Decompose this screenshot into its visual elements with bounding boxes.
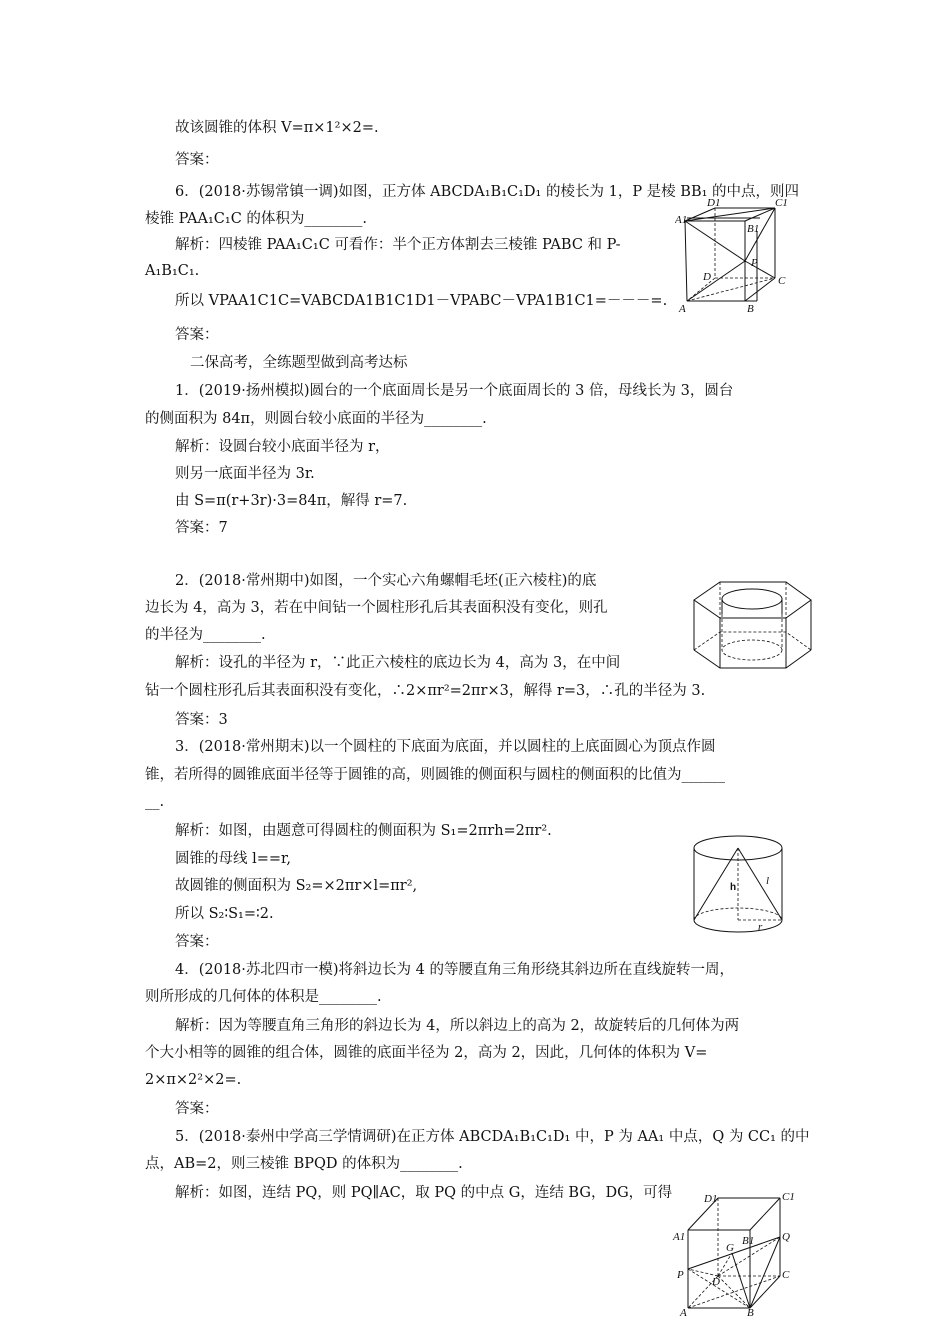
- text-line: A₁B₁C₁.: [145, 263, 200, 279]
- text-line: 解析：如图，由题意可得圆柱的侧面积为 S₁=2πrh=2πr².: [175, 823, 552, 839]
- vertex-label: B: [747, 303, 754, 315]
- text-line: 答案：3: [175, 712, 228, 728]
- slant-label: l: [766, 875, 770, 887]
- vertex-label: Q: [782, 1231, 790, 1243]
- text-line: 则所形成的几何体的体积是________.: [145, 989, 382, 1005]
- text-line: 钻一个圆柱形孔后其表面积没有变化，∴2×πr²=2πr×3，解得 r=3，∴孔的半径为 3.: [145, 683, 706, 699]
- vertex-label: A: [680, 1307, 687, 1316]
- text-line: 答案：: [175, 327, 219, 343]
- vertex-label: D1: [707, 197, 721, 209]
- text-line: __.: [145, 794, 165, 810]
- vertex-label: B1: [742, 1235, 755, 1247]
- text-line: 则另一底面半径为 3r.: [175, 466, 315, 482]
- vertex-label: A1: [675, 214, 688, 226]
- vertex-label: A1: [673, 1231, 686, 1243]
- cube-figure-2: [670, 1186, 800, 1316]
- text-line: 的侧面积为 84π，则圆台较小底面的半径为________.: [145, 411, 487, 427]
- text-line: 个大小相等的圆锥的组合体，圆锥的底面半径为 2，高为 2，因此，几何体的体积为 V=: [145, 1045, 708, 1061]
- section-heading: 二保高考，全练题型做到高考达标: [190, 355, 408, 371]
- vertex-label: P: [677, 1269, 684, 1281]
- text-line: 解析：因为等腰直角三角形的斜边长为 4，所以斜边上的高为 2，故旋转后的几何体为两: [175, 1018, 740, 1034]
- text-line: 边长为 4，高为 3，若在中间钻一个圆柱形孔后其表面积没有变化，则孔: [145, 600, 608, 616]
- text-line: 答案：: [175, 152, 219, 168]
- text-line: 故该圆锥的体积 V=π×1²×2=.: [175, 120, 379, 136]
- vertex-label: D: [703, 271, 711, 283]
- text-line: 答案：: [175, 934, 219, 950]
- text-line: 棱锥 PAA₁C₁C 的体积为________.: [145, 211, 368, 227]
- text-line: 由 S=π(r+3r)·3=84π，解得 r=7.: [175, 493, 408, 509]
- text-line: 锥，若所得的圆锥底面半径等于圆锥的高，则圆锥的侧面积与圆柱的侧面积的比值为______: [145, 767, 725, 783]
- vertex-label: C: [778, 275, 786, 287]
- text-line: 5．(2018·泰州中学高三学情调研)在正方体 ABCDA₁B₁C₁D₁ 中，P 为 AA₁ 中点，Q 为 CC₁ 的中: [175, 1129, 810, 1145]
- radius-label: r: [758, 921, 763, 933]
- text-line: 3．(2018·常州期末)以一个圆柱的下底面为底面，并以圆柱的上底面圆心为顶点作圆: [175, 739, 716, 755]
- vertex-label: B1: [747, 223, 760, 235]
- text-line: 答案：7: [175, 520, 228, 536]
- text-line: 6．(2018·苏锡常镇一调)如图，正方体 ABCDA₁B₁C₁D₁ 的棱长为 1，P 是棱 BB₁ 的中点，则四: [175, 184, 800, 200]
- vertex-label: C1: [782, 1191, 795, 1203]
- text-line: 解析：设圆台较小底面半径为 r，: [175, 439, 390, 455]
- vertex-label: P: [751, 257, 758, 269]
- hex-nut-figure: [690, 572, 815, 672]
- text-line: 1．(2019·扬州模拟)圆台的一个底面周长是另一个底面周长的 3 倍，母线长为 3，圆台: [175, 383, 734, 399]
- text-line: 解析：如图，连结 PQ，则 PQ∥AC，取 PQ 的中点 G，连结 BG，DG，可得: [175, 1185, 673, 1201]
- vertex-label: C1: [775, 197, 788, 209]
- vertex-label: G: [726, 1242, 734, 1254]
- vertex-label: D: [712, 1276, 720, 1288]
- text-line: 所以 VPAA1C1C=VABCDA1B1C1D1－VPABC－VPA1B1C1=－－－=.: [175, 293, 668, 309]
- vertex-label: C: [782, 1269, 790, 1281]
- text-line: 答案：: [175, 1101, 219, 1117]
- text-line: 所以 S₂∶S₁=∶2.: [175, 906, 274, 922]
- text-line: 故圆锥的侧面积为 S₂=×2πr×l=πr²,: [175, 878, 418, 894]
- text-line: 点，AB=2，则三棱锥 BPQD 的体积为________.: [145, 1156, 463, 1172]
- cylinder-cone-figure: [690, 832, 790, 942]
- text-line: 2．(2018·常州期中)如图，一个实心六角螺帽毛坯(正六棱柱)的底: [175, 573, 597, 589]
- text-line: 的半径为________.: [145, 627, 266, 643]
- vertex-label: D1: [704, 1193, 718, 1205]
- text-line: 解析：四棱锥 PAA₁C₁C 可看作：半个正方体割去三棱锥 PABC 和 P-: [175, 237, 621, 253]
- text-line: 2×π×2²×2=.: [145, 1072, 242, 1088]
- text-line: 解析：设孔的半径为 r，∵此正六棱柱的底边长为 4，高为 3，在中间: [175, 655, 621, 671]
- height-label: h: [730, 882, 737, 893]
- text-line: 4．(2018·苏北四市一模)将斜边长为 4 的等腰直角三角形绕其斜边所在直线旋转一周，: [175, 962, 734, 978]
- vertex-label: A: [679, 303, 686, 315]
- text-line: 圆锥的母线 l==r,: [175, 851, 291, 867]
- cube-figure-1: [675, 196, 795, 316]
- vertex-label: B: [747, 1307, 754, 1316]
